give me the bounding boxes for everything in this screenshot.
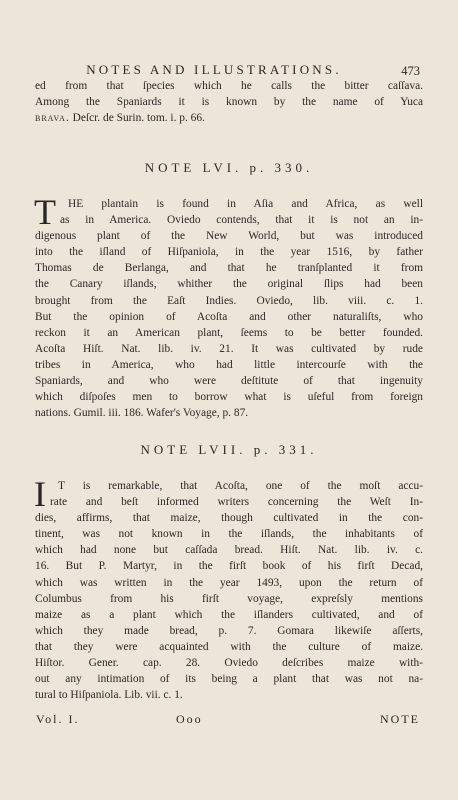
text-line: Columbus from his firſt voyage, expreſsly mentions [35, 592, 423, 605]
text-line: which they made bread, p. 7. Gomara likewiſe aſſerts, [35, 624, 423, 637]
text-line: which was written in the year 1493, upon the return of [35, 576, 423, 589]
text-line: Spaniards, and who were deſtitute of that ingenuity [35, 375, 423, 388]
text-line: that they were acquainted with the culture of maize. [35, 640, 423, 653]
text-line: 16. But P. Martyr, in the firſt book of his firſt Decad, [35, 560, 423, 573]
page-footer [36, 712, 420, 730]
text-line: rate and beſt informed writers concerning the Weſt In- [50, 496, 423, 509]
text-line: T is remarkable, that Acoſta, one of the moſt accu- [58, 480, 423, 492]
text-line: the Canary iſlands, whither the original ſlips had been [35, 278, 423, 291]
continuation-paragraph [35, 78, 423, 126]
text-line [35, 110, 423, 126]
page-number: 473 [401, 64, 420, 78]
text-line: HE plantain is found in Aſia and Africa, as well [68, 198, 423, 210]
note-56-heading: NOTE LVI. p. 330. [144, 160, 314, 175]
text-line: But the opinion of Acoſta and other naturaliſts, who [35, 310, 423, 323]
note-56-paragraph [34, 192, 423, 421]
small-caps-word: brava. [35, 112, 70, 125]
drop-cap: T [34, 192, 56, 232]
text-line: dies, affirms, that maize, though cultivated in the con- [35, 512, 423, 525]
text-line: which had none but caſſada bread. Hiſt. Nat. lib. iv. c. [35, 544, 423, 557]
signature-mark: Ooo [176, 712, 203, 726]
text-line: as in America. Oviedo contends, that it is not an in- [60, 214, 423, 227]
text-line: digenous plant of the New World, but was introduced [35, 230, 423, 243]
text-line: Acoſta Hiſt. Nat. lib. iv. 21. It was cultivated by rude [35, 342, 423, 355]
text-line: nations. Gumil. iii. 186. Wafer's Voyage, p. 87. [35, 407, 249, 420]
text-line: reckon it an American plant, ſeems to be better founded. [35, 326, 423, 339]
text-line: brought from the Eaſt Indies. Oviedo, lib. viii. c. 1. [35, 294, 423, 307]
text-line: tinent, was not known in the iſlands, the inhabitants of [35, 528, 423, 541]
text-line: tribes in America, who had little intercourſe with the [35, 358, 423, 371]
text-line: Among the Spaniards it is known by the name of Yuca [35, 96, 423, 109]
text-line: maize as a plant which the iſlanders cultivated, and of [35, 608, 423, 621]
text-line: Thomas de Berlanga, and that he tranſplanted it from [35, 262, 423, 275]
note-57-paragraph [34, 474, 423, 703]
text-line: Hiſtor. Gener. cap. 28. Oviedo deſcribes maize with- [35, 657, 423, 670]
volume-label: Vol. I. [36, 712, 80, 726]
text-line: tural to Hiſpaniola. Lib. vii. c. 1. [35, 689, 183, 702]
citation-text: Deſcr. de Surin. tom. i. p. 66. [69, 112, 205, 125]
catchword: NOTE [380, 712, 420, 726]
text-line: ed from that ſpecies which he calls the bitter caſſava. [35, 80, 423, 92]
running-head: NOTES AND ILLUSTRATIONS. [86, 62, 342, 77]
text-line: which diſpoſes men to borrow what is uſeful from foreign [35, 391, 423, 404]
text-line: into the iſland of Hiſpaniola, in the year 1516, by father [35, 246, 423, 259]
note-57-heading: NOTE LVII. p. 331. [140, 442, 318, 457]
text-line: out any intimation of its being a plant that was not na- [35, 673, 423, 686]
drop-cap: I [34, 474, 46, 514]
